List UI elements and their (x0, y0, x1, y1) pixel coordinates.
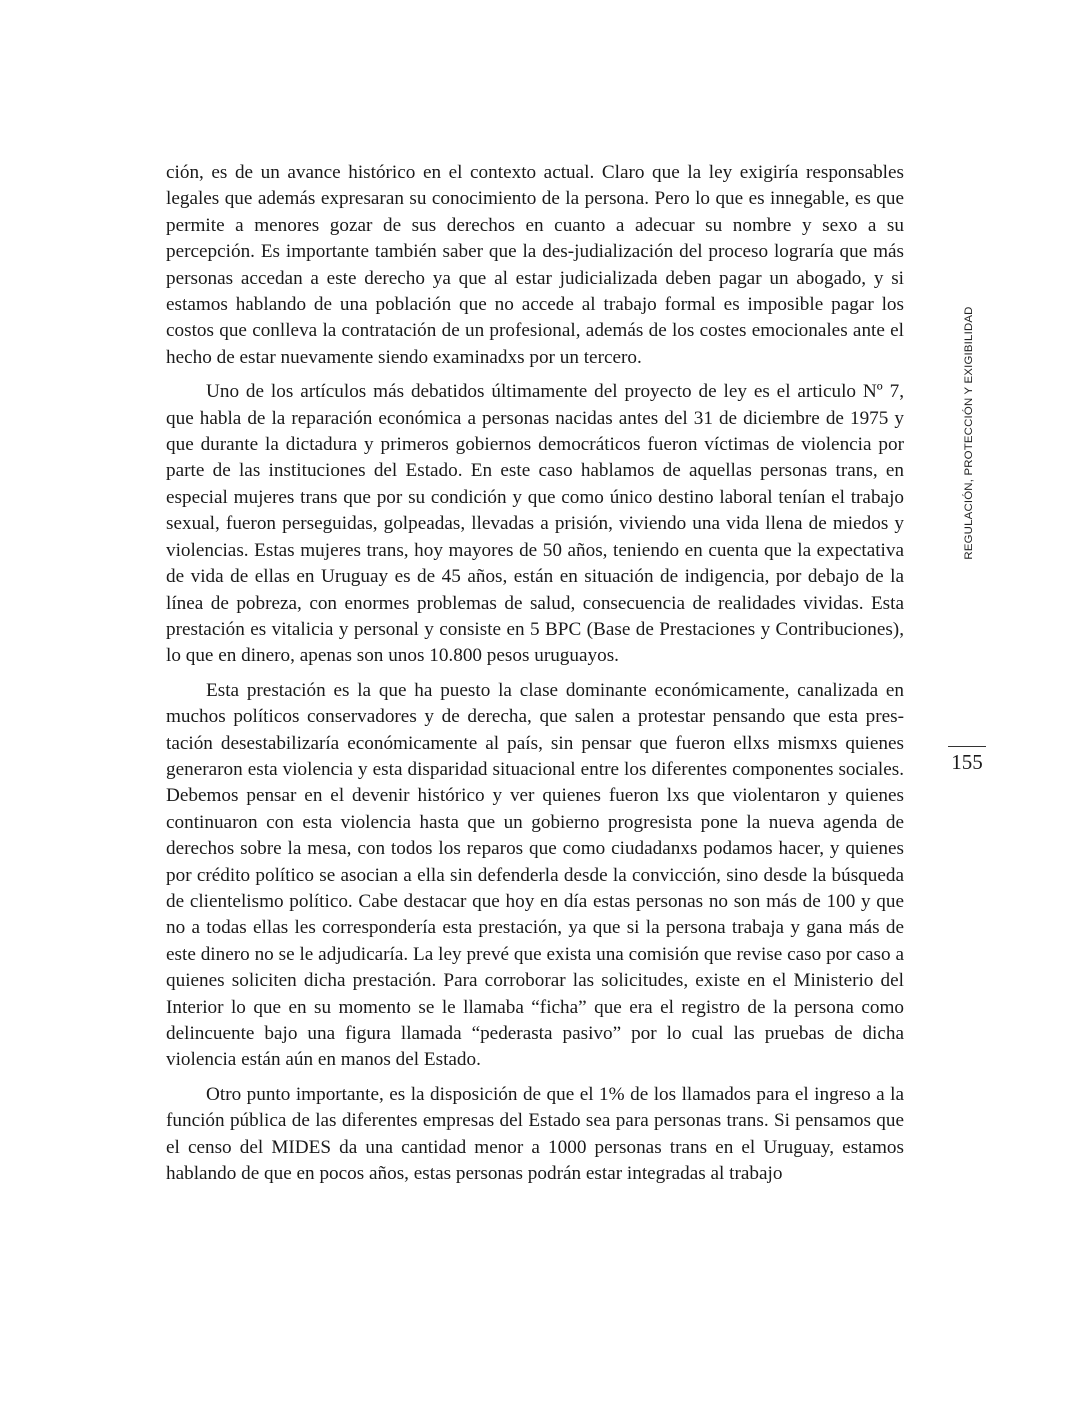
running-head-text: REGULACIÓN, PROTECCIÓN Y EXIGIBILIDAD (963, 305, 975, 560)
paragraph-2: Uno de los artículos más debatidos últimamente del proyecto de ley es el articulo Nº 7, que habla de la reparación económica a personas nacidas antes del 31 de diciembre de 1975 y que durante la dictadura y primeros gobiernos democráticos fueron víctimas de violencia por parte de las instituciones del Estado. En este caso hablamos de aquellas personas trans, en especial mujeres trans que por su condición y que como único destino laboral tenían el trabajo sexual, fueron perseguidas, golpeadas, llevadas a prisión, viviendo una vida llena de miedos y violencias. Estas mujeres trans, hoy mayores de 50 años, teniendo en cuenta que la expectativa de vida de ellas en Uruguay es de 45 años, están en situación de indigencia, por debajo de la línea de pobreza, con enormes problemas de salud, consecuencia de realidades vividas. Esta prestación es vitalicia y personal y consiste en 5 BPC (Base de Prestaciones y Contribuciones), lo que en dinero, apenas son unos 10.800 pesos uruguayos. (166, 381, 904, 667)
page-number-rule (948, 746, 986, 747)
body-text (166, 160, 904, 1195)
paragraph-4: Otro punto importante, es la disposición de que el 1% de los llamados para el ingreso a la función pública de las diferentes empresas del Estado sea para personas trans. Si pensamos que el censo del MIDES da una cantidad menor a 1000 personas trans en el Uruguay, estamos hablando de que en pocos años, estas personas podrán estar integradas al trabajo (166, 1083, 904, 1185)
paragraph-1: ción, es de un avance histórico en el contexto actual. Claro que la ley exigiría responsables legales que además expresaran su conocimiento de la persona. Pero lo que es innegable, es que permite a menores gozar de sus derechos en cuanto a adecuar su nombre y sexo a su percepción. Es importante también saber que la des-judialización del proceso lograría que más personas accedan a este derecho ya que al estar judicializada deben pagar un abogado, y si estamos hablando de una población que no accede al trabajo formal es imposible pagar los costos que conlleva la contratación de un profesional, además de los costes emocionales ante el hecho de estar nuevamente siendo examinadxs por un tercero. (166, 162, 904, 368)
page-number: 155 (951, 750, 983, 774)
paragraph-3: Esta prestación es la que ha puesto la clase dominante económicamente, canalizada en muchos políticos conservadores y de derecha, que salen a protestar pensando que esta prestación desestabilizaría económicamente al país, sin pensar que fueron ellxs mismxs quienes generaron esta violencia y esta disparidad situacional entre los diferentes componentes sociales. Debemos pensar en el devenir histórico y ver quienes fueron lxs que violentaron y quienes continuaron con esta violencia hasta que un gobierno progresista pone la nueva agenda de derechos sobre la mesa, con todos los reparos que como ciudadanxs podamos hacer, y quienes por crédito político se asocian a ella sin defenderla desde la convicción, sino desde la búsqueda de clientelismo político. Cabe destacar que hoy en día estas personas no son más de 100 y que no a todas ellas les correspondería esta prestación, ya que si la persona trabaja y gana más de este dinero no se le adjudicaría. La ley prevé que exista una comisión que revise caso por caso a quienes soliciten dicha prestación. Para corroborar las solicitudes, existe en el Ministerio del Interior lo que en su momento se le llamaba “ficha” que era el registro de la persona como delincuente bajo una figura llamada “pederasta pasivo” por lo cual las pruebas de dicha violencia están aún en manos del Estado. (166, 679, 904, 1071)
running-head (962, 300, 976, 565)
